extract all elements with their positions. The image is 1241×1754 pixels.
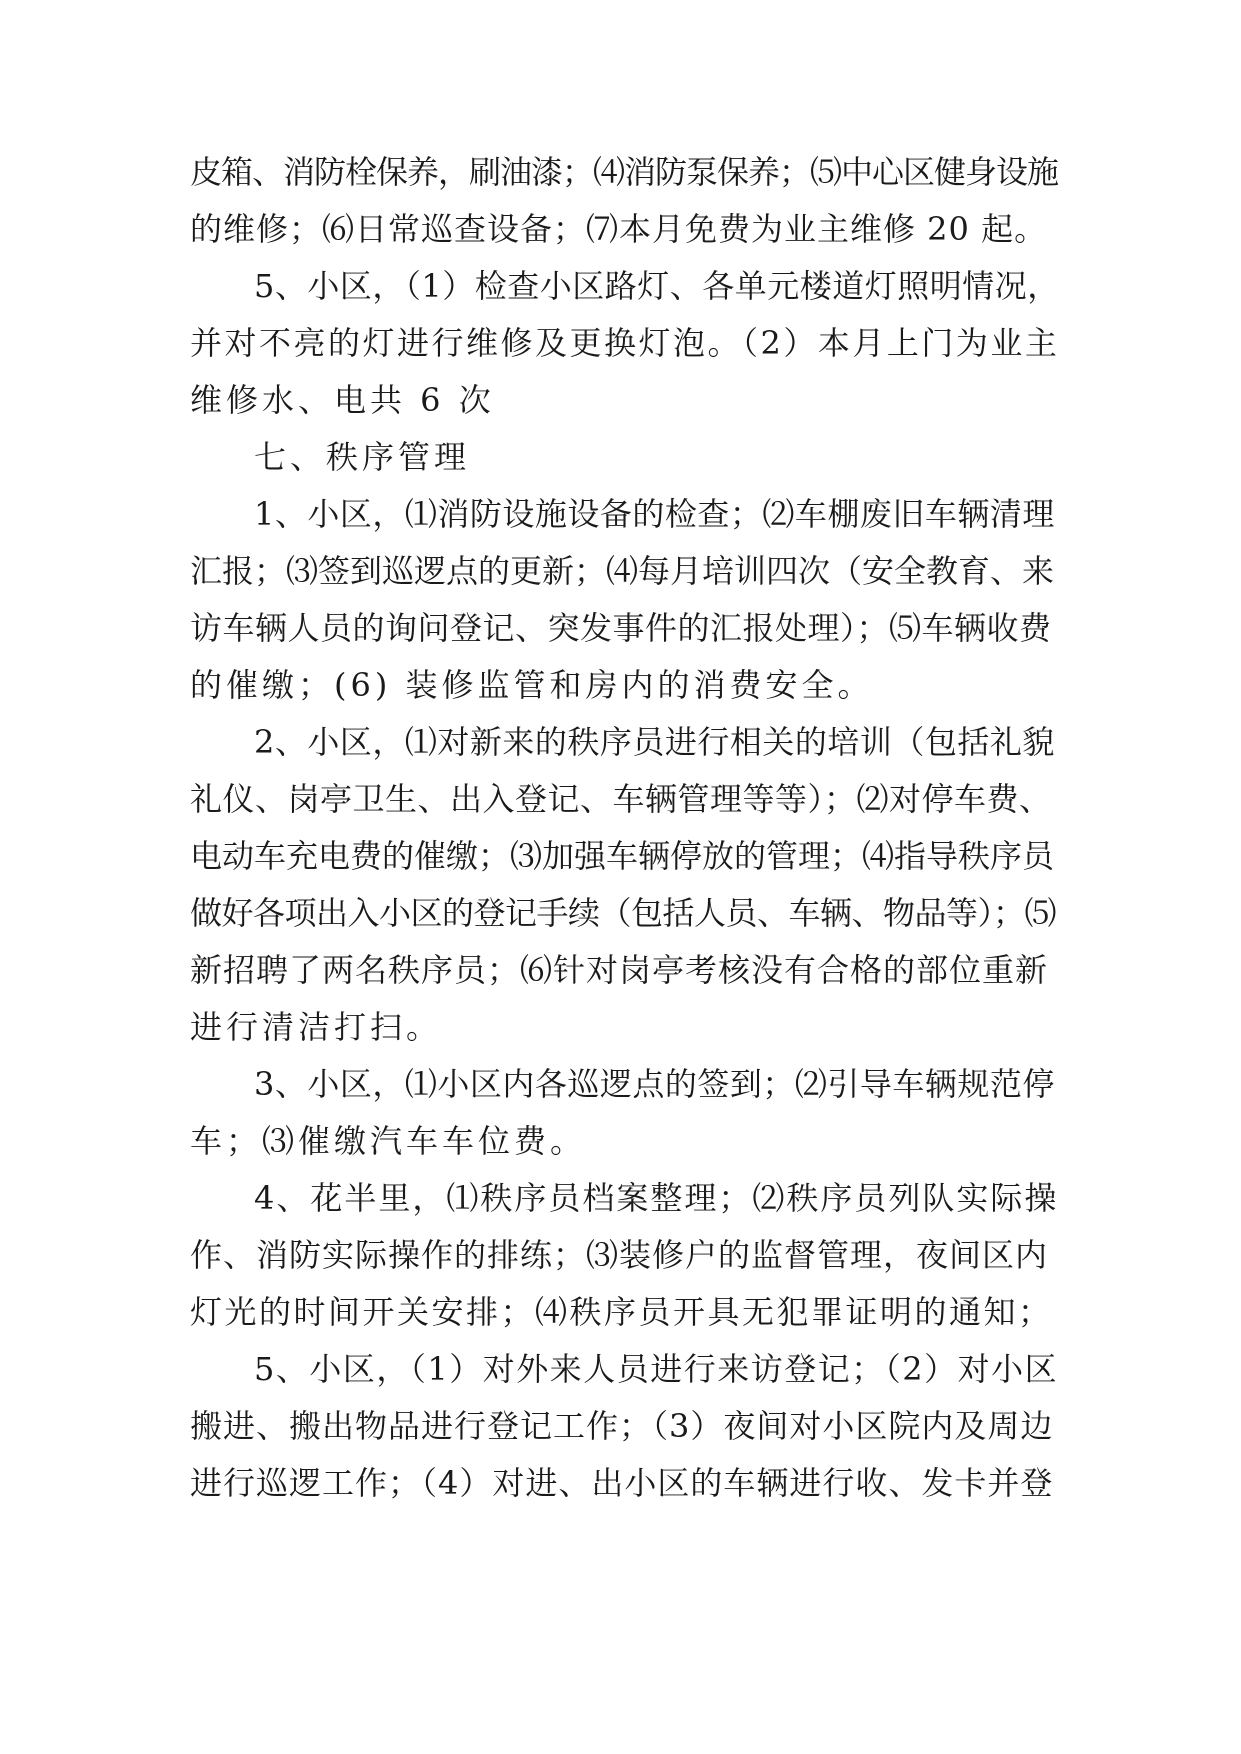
text-line: 5、小区，（1）对外来人员进行来访登记；（2）对小区 — [254, 1350, 1059, 1388]
text-line: 灯光的时间开关安排；⑷秩序员开具无犯罪证明的通知； — [190, 1293, 1053, 1331]
text-line: 电动车充电费的催缴；⑶加强车辆停放的管理；⑷指导秩序员 — [190, 837, 1055, 875]
text-line: 4、花半里，⑴秩序员档案整理；⑵秩序员列队实际操 — [254, 1179, 1059, 1217]
text-line: 的催缴；(6) 装修监管和房内的消费安全。 — [190, 666, 874, 704]
text-line: 新招聘了两名秩序员；⑹针对岗亭考核没有合格的部位重新 — [190, 951, 1049, 989]
text-line: 皮箱、消防栓保养，刷油漆；⑷消防泵保养；⑸中心区健身设施 — [190, 153, 1059, 191]
text-line: 1、小区，⑴消防设施设备的检查；⑵车棚废旧车辆清理 — [254, 495, 1055, 533]
text-line: 2、小区，⑴对新来的秩序员进行相关的培训（包括礼貌 — [254, 723, 1055, 761]
text-line: 访车辆人员的询问登记、突发事件的汇报处理）；⑸车辆收费 — [190, 609, 1052, 647]
text-line: 汇报；⑶签到巡逻点的更新；⑷每月培训四次（安全教育、来 — [190, 552, 1055, 590]
section-heading: 七、秩序管理 — [254, 438, 471, 476]
text-line: 进行清洁打扫。 — [190, 1008, 443, 1046]
text-line: 并对不亮的灯进行维修及更换灯泡。（2）本月上门为业主 — [190, 324, 1060, 362]
text-line: 5、小区，（1）检查小区路灯、各单元楼道灯照明情况， — [254, 267, 1060, 305]
text-line: 作、消防实际操作的排练；⑶装修户的监督管理，夜间区内 — [190, 1236, 1049, 1274]
text-line: 进行巡逻工作；（4）对进、出小区的车辆进行收、发卡并登 — [190, 1464, 1054, 1502]
text-line: 3、小区，⑴小区内各巡逻点的签到；⑵引导车辆规范停 — [254, 1065, 1055, 1103]
text-line: 搬进、搬出物品进行登记工作；（3）夜间对小区院内及周边 — [190, 1407, 1054, 1445]
text-line: 的维修；⑹日常巡查设备；⑺本月免费为业主维修 20 起。 — [190, 210, 1048, 248]
text-line: 车；⑶催缴汽车车位费。 — [190, 1122, 587, 1160]
text-line: 做好各项出入小区的登记手续（包括人员、车辆、物品等）；⑸ — [190, 894, 1057, 932]
text-line: 礼仪、岗亭卫生、出入登记、车辆管理等等）；⑵对停车费、 — [190, 780, 1052, 818]
text-line: 维修水、电共 6 次 — [190, 381, 495, 419]
